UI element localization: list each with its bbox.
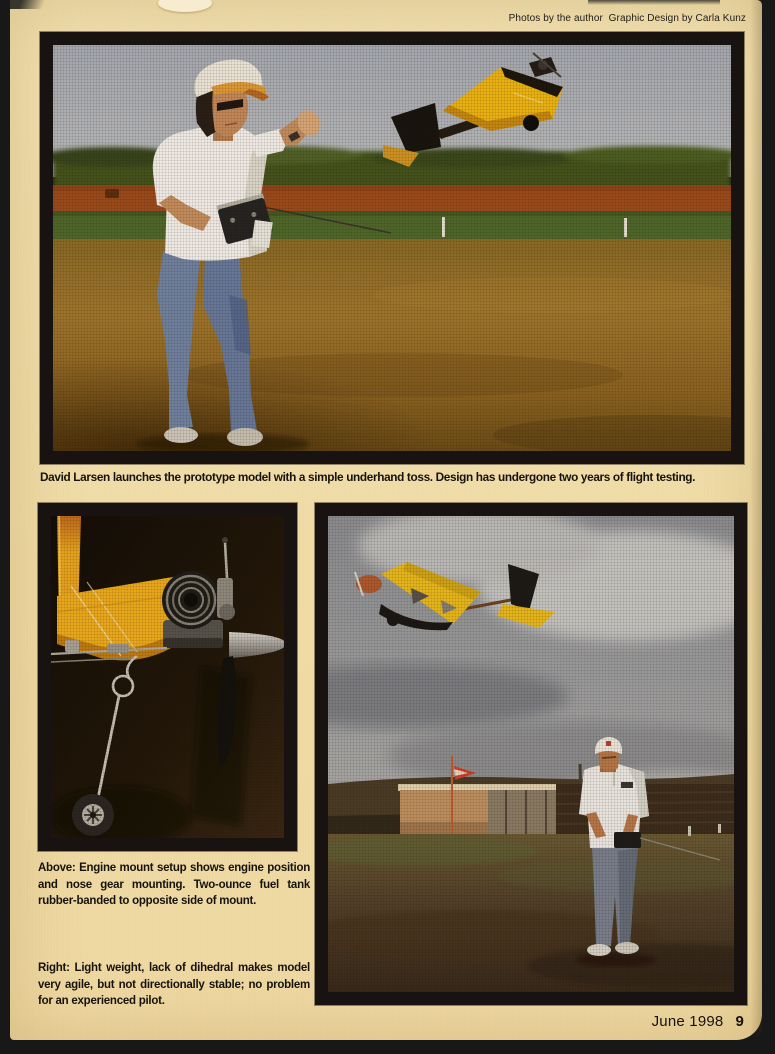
- flying-photo: [328, 516, 734, 992]
- dark-background: [51, 516, 284, 838]
- main-photo-caption: David Larsen launches the prototype model with a simple underhand toss. Design has undergone two years of flight testing.: [40, 470, 696, 484]
- main-photo: [53, 45, 731, 451]
- scan-smudge-top-right: [588, 0, 720, 5]
- scan-smudge-top-left: [10, 0, 54, 9]
- field-foreground: [328, 824, 734, 992]
- crop-strip: [53, 211, 731, 241]
- engine-photo-frame: [38, 503, 297, 851]
- magazine-page: [10, 0, 762, 1040]
- clubhouse-building: [398, 784, 568, 834]
- main-photo-frame: [40, 32, 744, 464]
- photo-credit: Photos by the author Graphic Design by Carla Kunz: [508, 13, 746, 24]
- page-footer: [652, 1013, 744, 1030]
- footer-issue-date: June 1998: [651, 1013, 724, 1030]
- flying-photo-caption: Right: Light weight, lack of dihedral makes model very agile, but not directionally stable; no problem for an experienced pilot.: [38, 962, 310, 1007]
- flying-photo-frame: [315, 503, 747, 1005]
- dirt-strip: [53, 185, 731, 213]
- engine-photo-caption: Above: Engine mount setup shows engine position and nose gear mounting. Two-ounce fuel tank rubber-banded to opposite side of mount.: [38, 862, 310, 907]
- footer-page-number: 9: [735, 1013, 744, 1030]
- scan-artifact-blob: [158, 0, 212, 12]
- nose-wheel: [72, 794, 114, 836]
- grass-field: [53, 239, 731, 451]
- engine-photo: [51, 516, 284, 838]
